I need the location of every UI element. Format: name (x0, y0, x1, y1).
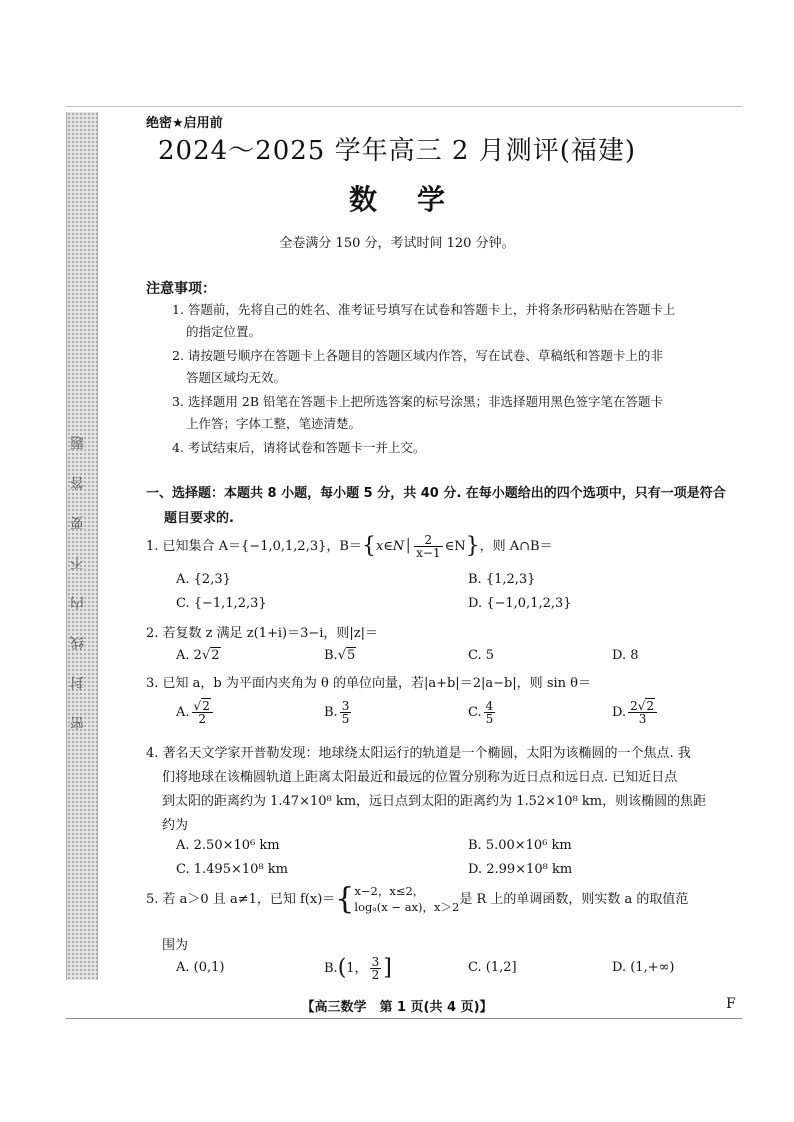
subject-title: 数学 (348, 183, 485, 216)
note-2-line-1: 2. 请按题号顺序在答题卡上各题目的答题区域内作答，写在试卷、草稿纸和答题卡上的非 (172, 348, 663, 363)
question-5-option-d: D. (1,+∞) (612, 960, 675, 975)
note-2-line-2: 答题区域均无效。 (186, 370, 287, 385)
question-5-case-2: logₐ(x − ax)，x＞2 (354, 899, 460, 914)
notes-title: 注意事项： (146, 281, 216, 297)
question-1-option-a: A. {2,3} (176, 572, 231, 587)
page-footer: 【高三数学 第 1 页(共 4 页)】 (301, 1000, 493, 1015)
question-3-option-c: C. $\frac{4}{5}$ (468, 699, 494, 726)
question-3-stem: 3. 已知 a，b 为平面内夹角为 θ 的单位向量，若|a+b|＝2|a−b|，则 sin θ＝ (146, 676, 591, 691)
note-3-line-2: 上作答；字体工整，笔迹清楚。 (186, 416, 362, 431)
question-2-option-a: A. 2√2 (176, 648, 220, 663)
page-top-rule (66, 106, 742, 107)
question-3-option-a: A. $\frac{√2}{2}$ (176, 700, 215, 725)
exam-title: 2024～2025 学年高三 2 月测评(福建) (158, 136, 636, 166)
question-4-option-d: D. 2.99×10⁸ km (468, 862, 573, 877)
question-2-option-b: B.√5 (324, 648, 356, 663)
question-5-option-c: C. (1,2] (468, 960, 517, 975)
question-5-line-2: 围为 (162, 938, 189, 953)
question-4-option-c: C. 1.495×10⁸ km (176, 862, 288, 877)
question-5-stem: 5. 若 a＞0 且 a≠1，已知 f(x)＝{ x−2，x≤2， logₐ(x − ax)，x＞2 是 R 上的单调函数，则实数 a 的取值范 (146, 881, 689, 917)
question-1-stem: 1. 已知集合 A＝{−1,0,1,2,3}，B＝{x∈N│ $\frac{2}{x-1}$ ∈N}，则 A∩B＝ (146, 533, 553, 560)
question-2-option-d: D. 8 (612, 648, 639, 663)
note-1-line-2: 的指定位置。 (186, 324, 262, 339)
section-1-heading: 一、选择题：本题共 8 小题，每小题 5 分，共 40 分. 在每小题给出的四个选项中，只有一项是符合 (146, 486, 726, 501)
exam-info: 全卷满分 150 分，考试时间 120 分钟。 (279, 236, 515, 251)
note-3-line-1: 3. 选择题用 2B 铅笔在答题卡上把所选答案的标号涂黑；非选择题用黑色签字笔在答题卡 (172, 394, 663, 409)
question-1-option-d: D. {−1,0,1,2,3} (468, 596, 572, 611)
question-1-option-c: C. {−1,1,2,3} (176, 596, 267, 611)
question-5-case-1: x−2，x≤2， (354, 884, 425, 898)
question-4-option-b: B. 5.00×10⁶ km (468, 838, 572, 853)
question-4-option-a: A. 2.50×10⁶ km (176, 838, 280, 853)
question-4-line-4: 约为 (162, 818, 189, 833)
section-1-heading-cont: 题目要求的. (164, 511, 234, 526)
question-5-option-b: B.(1， $\frac{3}{2}$ ] (324, 955, 392, 982)
footer-rule (66, 1018, 742, 1019)
question-2-stem: 2. 若复数 z 满足 z(1+i)＝3−i，则|z|＝ (146, 626, 379, 641)
note-4-line-1: 4. 考试结束后，请将试卷和答题卡一并上交。 (172, 440, 426, 455)
note-1-line-1: 1. 答题前，先将自己的姓名、准考证号填写在试卷和答题卡上，并将条形码粘贴在答题卡上 (172, 302, 676, 317)
paper-version: F (726, 996, 736, 1012)
question-1-option-b: B. {1,2,3} (468, 572, 536, 587)
question-3-option-d: D. $\frac{2√2}{3}$ (612, 700, 659, 725)
binding-strip-text: 密封线内不要答题 (70, 410, 86, 730)
question-2-option-c: C. 5 (468, 648, 495, 663)
question-4-line-1: 4. 著名天文学家开普勒发现：地球绕太阳运行的轨道是一个椭圆，太阳为该椭圆的一个焦点. 我 (146, 746, 691, 761)
top-secret-label: 绝密★启用前 (146, 116, 223, 131)
question-5-option-a: A. (0,1) (176, 960, 225, 975)
question-4-line-3: 到太阳的距离约为 1.47×10⁸ km，远日点到太阳的距离约为 1.52×10⁸ km，则该椭圆的焦距 (162, 794, 707, 809)
question-4-line-2: 们将地球在该椭圆轨道上距离太阳最近和最远的位置分别称为近日点和远日点. 已知近日点 (162, 770, 678, 785)
question-3-option-b: B. $\frac{3}{5}$ (324, 699, 350, 726)
